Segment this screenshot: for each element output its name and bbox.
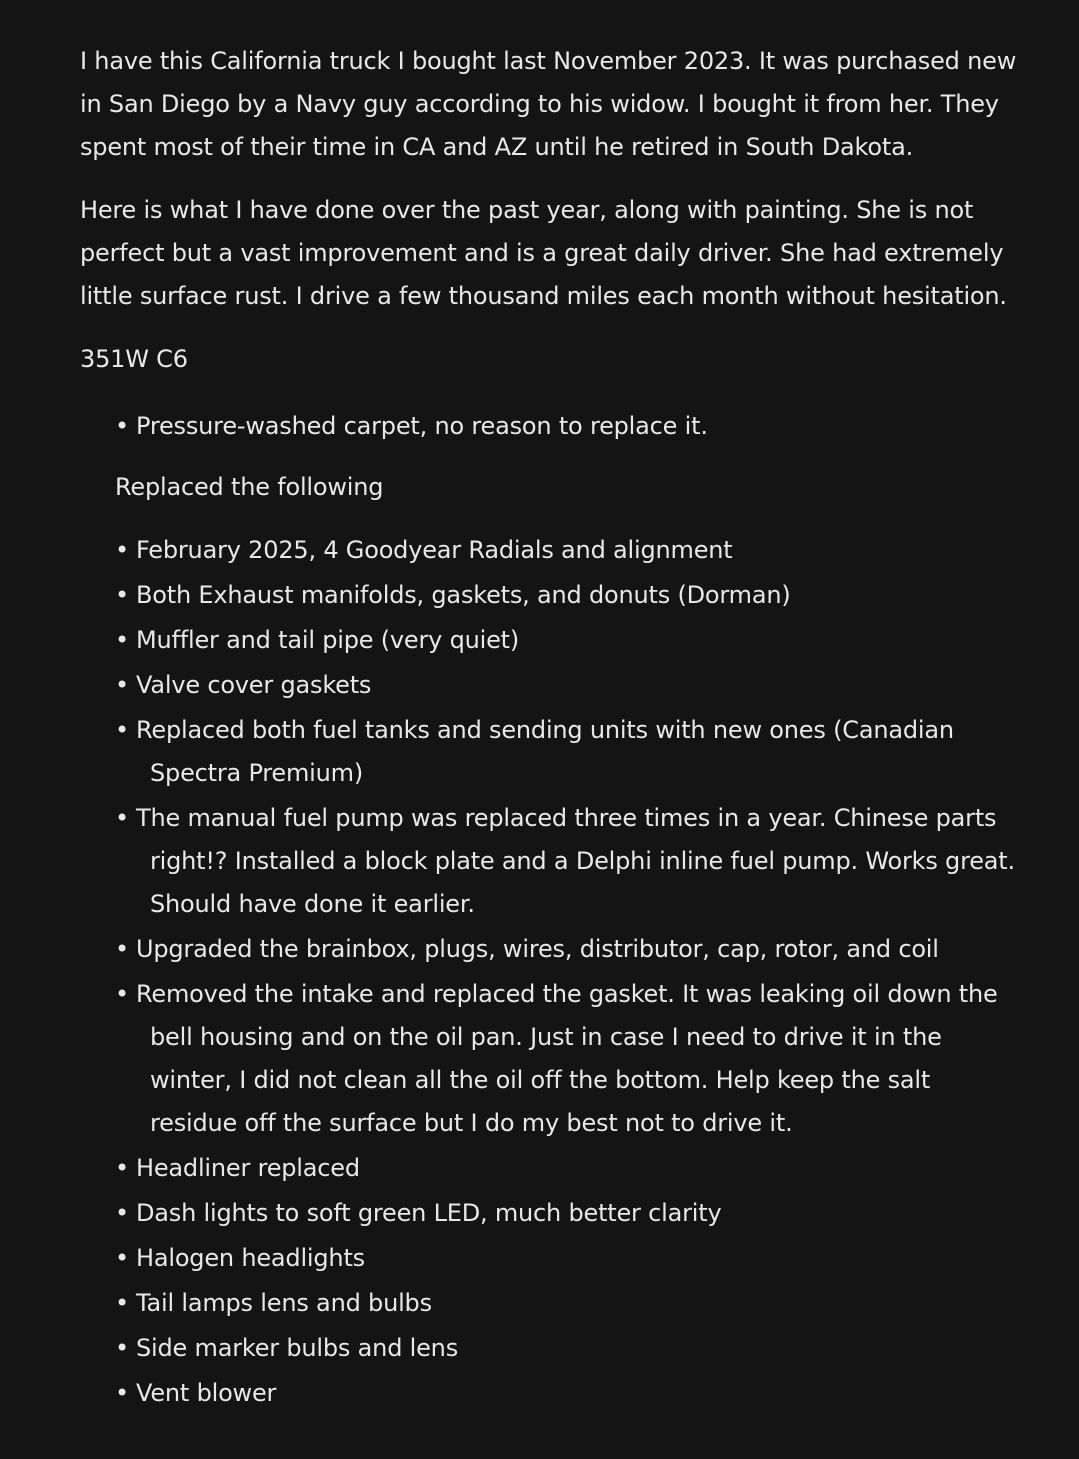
drivetrain-line: 351W C6: [80, 345, 188, 373]
list-item: • Headliner replaced: [115, 1147, 1020, 1190]
list-item: • Both Exhaust manifolds, gaskets, and donuts (Dorman): [115, 574, 1020, 617]
list-item: • Valve cover gaskets: [115, 664, 1020, 707]
bullet-icon: •: [115, 1244, 129, 1272]
post-body: [80, 40, 1020, 1417]
bullet-icon: •: [115, 935, 129, 963]
bullet-icon: •: [115, 1334, 129, 1362]
bullet-icon: •: [115, 1199, 129, 1227]
replaced-items-list: [80, 529, 1020, 1415]
list-item: • Halogen headlights: [115, 1237, 1020, 1280]
bullet-icon: •: [115, 980, 129, 1008]
list-item: • The manual fuel pump was replaced three times in a year. Chinese parts right!? Installed a block plate and a Delphi inline fuel pump. Works great. Should have done it earlier.: [115, 797, 1020, 926]
bullet-icon: •: [115, 412, 129, 440]
list-item: • Dash lights to soft green LED, much better clarity: [115, 1192, 1020, 1235]
bullet-icon: •: [115, 716, 129, 744]
list-item: • Muffler and tail pipe (very quiet): [115, 619, 1020, 662]
list-item: • Vent blower: [115, 1372, 1020, 1415]
bullet-icon: •: [115, 804, 129, 832]
list-item: • Upgraded the brainbox, plugs, wires, distributor, cap, rotor, and coil: [115, 928, 1020, 971]
bullet-icon: •: [115, 581, 129, 609]
list-item: • Replaced both fuel tanks and sending units with new ones (Canadian Spectra Premium): [115, 709, 1020, 795]
work-summary-paragraph: Here is what I have done over the past year, along with painting. She is not perfect but a vast improvement and is a great daily driver. She had extremely little surface rust. I drive a few thousand miles each month without hesitation.: [80, 196, 1007, 310]
bullet-icon: •: [115, 1379, 129, 1407]
list-item: • Pressure-washed carpet, no reason to replace it.: [115, 405, 1020, 448]
bullet-icon: •: [115, 1154, 129, 1182]
list-item: • Side marker bulbs and lens: [115, 1327, 1020, 1370]
bullet-icon: •: [115, 671, 129, 699]
list-item: • Removed the intake and replaced the gasket. It was leaking oil down the bell housing and on the oil pan. Just in case I need to drive it in the winter, I did not clean all the oil off the bottom. Help keep the salt residue off the surface but I do my best not to drive it.: [115, 973, 1020, 1145]
bullet-icon: •: [115, 1289, 129, 1317]
replaced-subheading: Replaced the following: [115, 473, 384, 501]
first-bullet-list: [80, 405, 1020, 448]
list-item: • Tail lamps lens and bulbs: [115, 1282, 1020, 1325]
bullet-icon: •: [115, 626, 129, 654]
intro-paragraph: I have this California truck I bought last November 2023. It was purchased new in San Diego by a Navy guy according to his widow. I bought it from her. They spent most of their time in CA and AZ until he retired in South Dakota.: [80, 47, 1017, 161]
bullet-icon: •: [115, 536, 129, 564]
list-item: • February 2025, 4 Goodyear Radials and alignment: [115, 529, 1020, 572]
